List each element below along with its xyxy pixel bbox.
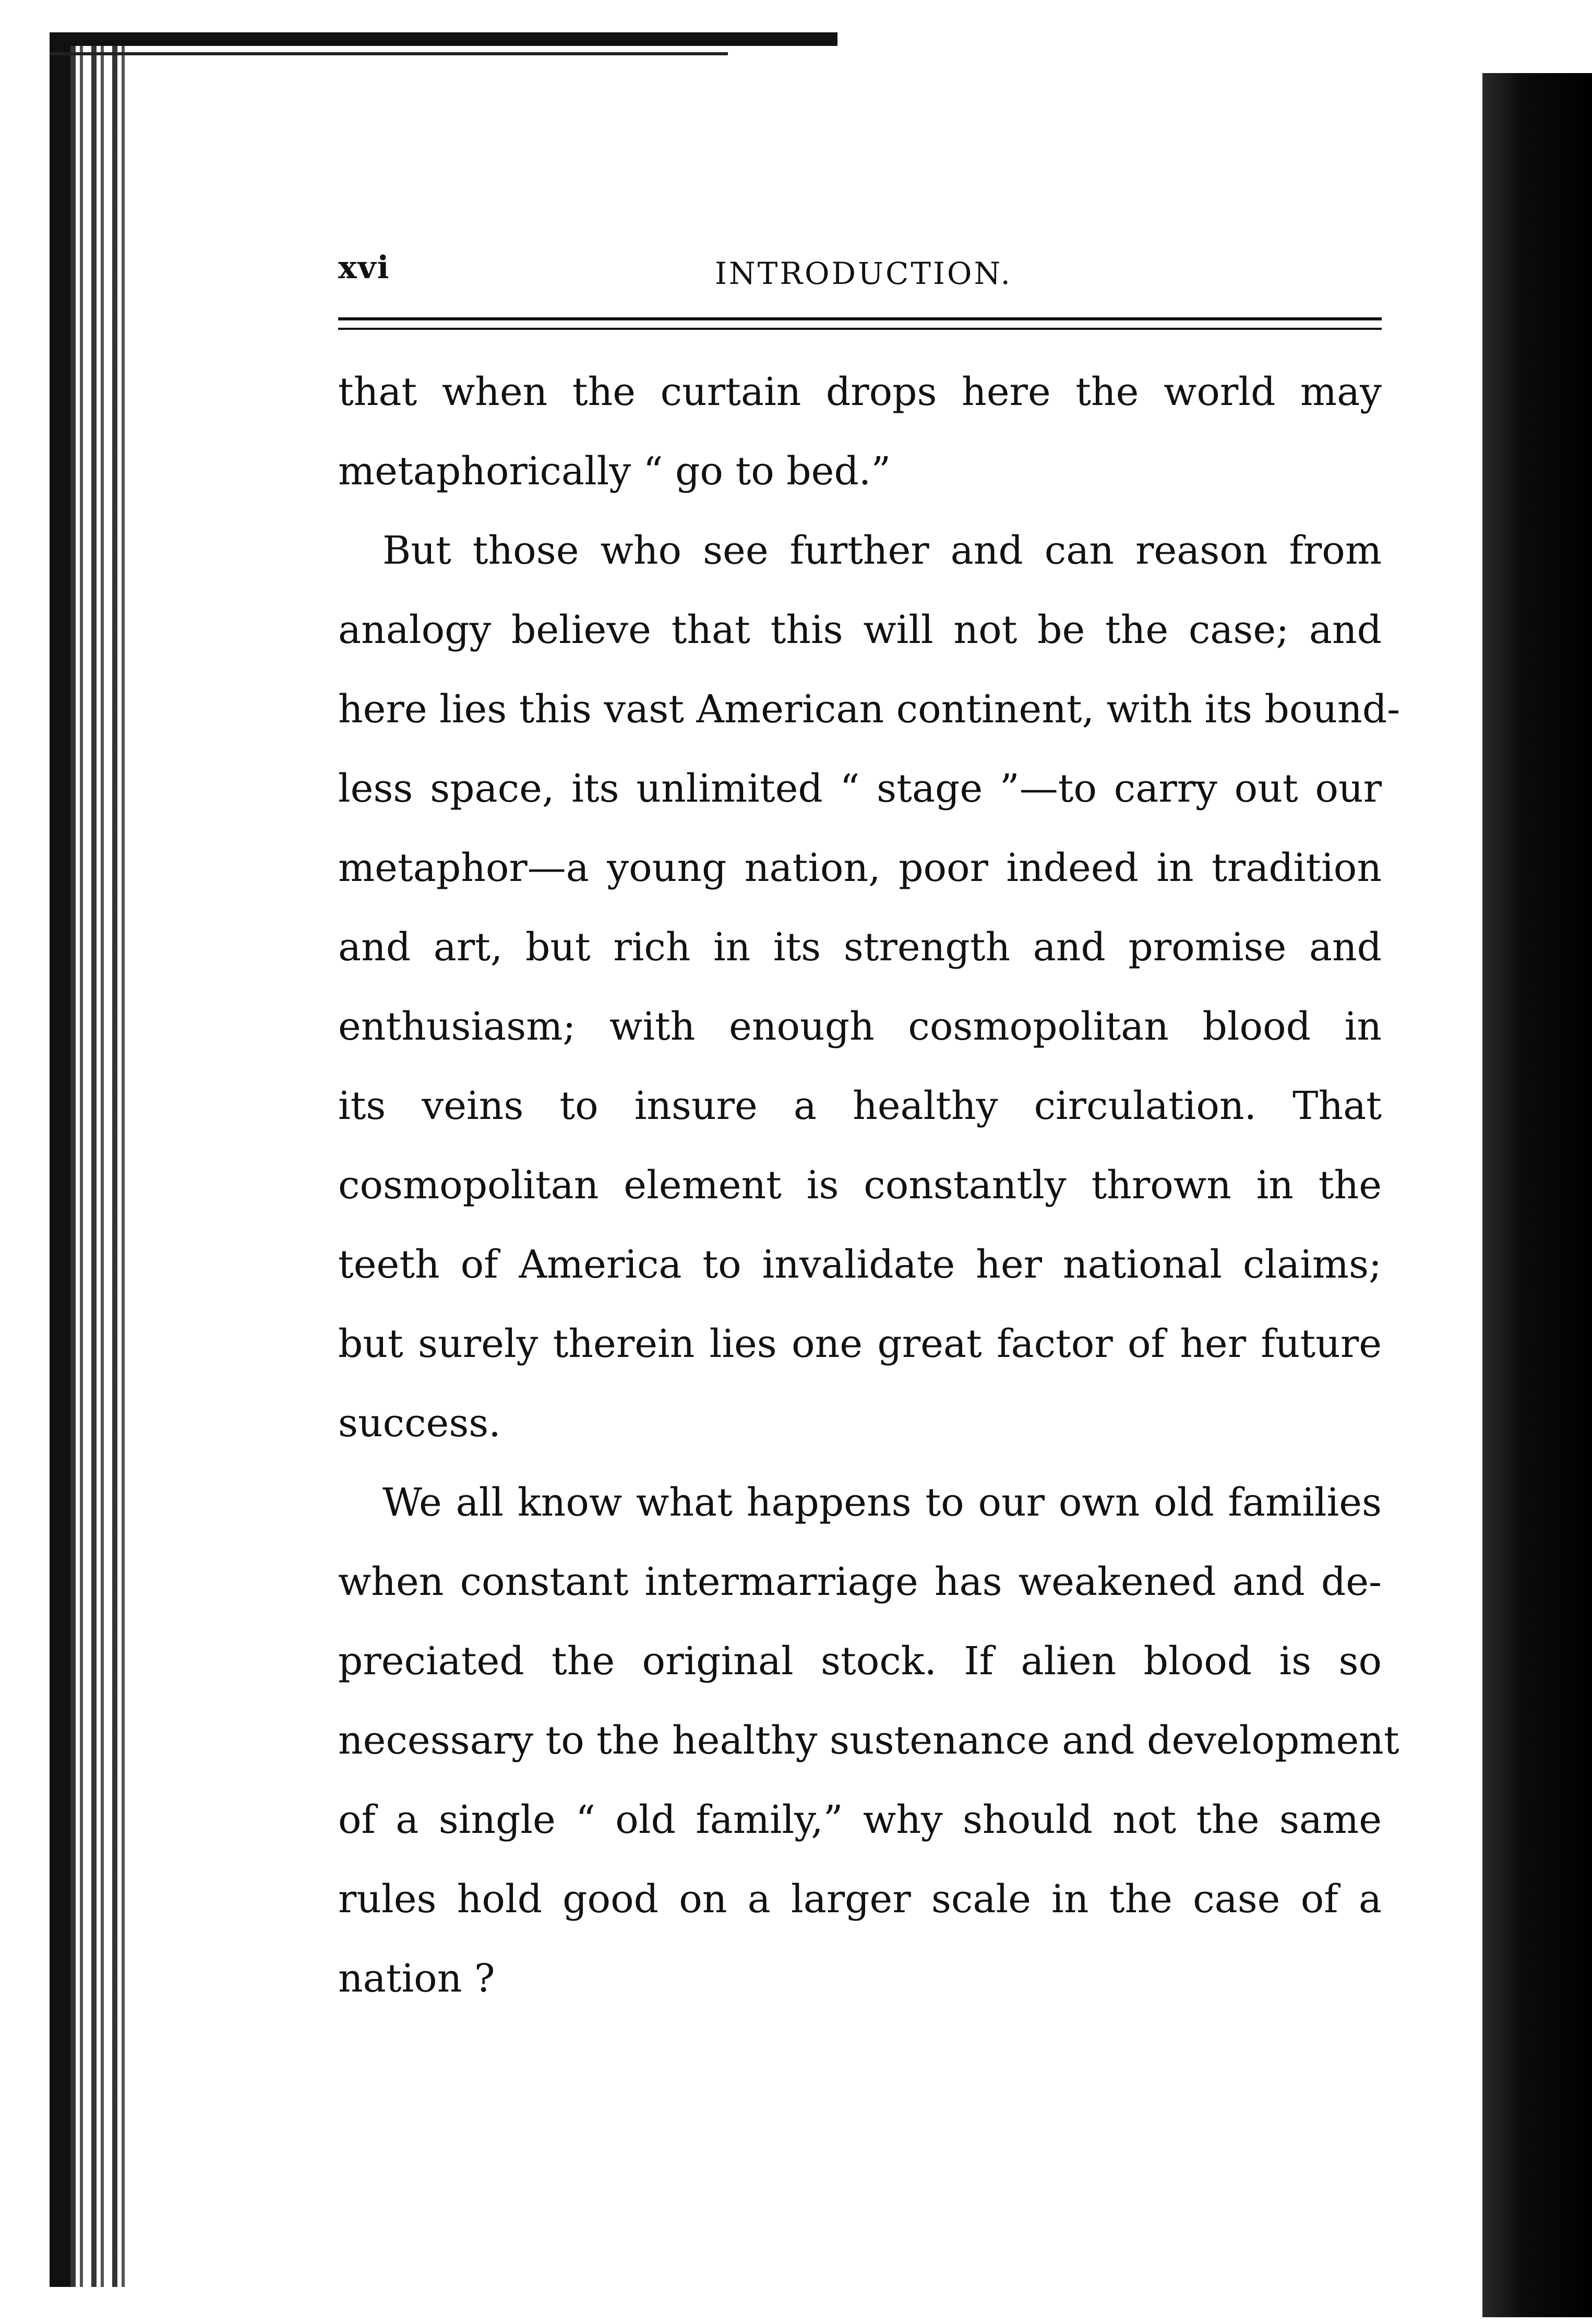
- text-line: analogy believe that this will not be the case; and: [338, 607, 1382, 652]
- text-line: preciated the original stock. If alien blood is so: [338, 1639, 1382, 1684]
- scan-top-rule-thin: [50, 52, 728, 55]
- paragraph-1: [338, 352, 1382, 511]
- text-line: enthusiasm; with enough cosmopolitan blood in: [338, 1004, 1382, 1049]
- text-line: of a single “ old family,” why should not the same: [338, 1797, 1382, 1842]
- scan-top-rule: [50, 32, 837, 46]
- page-number: xvi: [338, 249, 390, 286]
- text-line: but surely therein lies one great factor of her future: [338, 1321, 1382, 1366]
- header-rule-double: [338, 328, 1382, 330]
- text-line: nation ?: [338, 1956, 495, 2001]
- text-line: necessary to the healthy sustenance and development: [338, 1718, 1399, 1763]
- text-line: metaphor—a young nation, poor indeed in tradition: [338, 845, 1382, 890]
- text-line: We all know what happens to our own old families: [382, 1480, 1382, 1525]
- text-line: less space, its unlimited “ stage ”—to carry out our: [338, 766, 1382, 811]
- header-rule: [338, 317, 1382, 320]
- text-line: its veins to insure a healthy circulation. That: [338, 1083, 1382, 1128]
- text-line: and art, but rich in its strength and promise and: [338, 925, 1382, 970]
- running-title: INTRODUCTION.: [715, 256, 1012, 291]
- text-line: when constant intermarriage has weakened and de-: [338, 1559, 1382, 1604]
- text-line: teeth of America to invalidate her national claims;: [338, 1242, 1382, 1287]
- scan-right-edge: [1482, 73, 1592, 2317]
- paragraph-2: [338, 511, 1401, 1463]
- text-line: here lies this vast American continent, with its bound-: [338, 687, 1401, 732]
- text-line: that when the curtain drops here the world may: [338, 370, 1382, 414]
- text-line: metaphorically “ go to bed.”: [338, 449, 891, 494]
- text-line: rules hold good on a larger scale in the case of a: [338, 1877, 1382, 1922]
- text-line: success.: [338, 1401, 501, 1446]
- text-line: cosmopolitan element is constantly thrown in the: [338, 1163, 1382, 1208]
- paragraph-3: [338, 1463, 1399, 2018]
- text-block: [338, 352, 1401, 2018]
- scan-left-edge-solid: [50, 32, 70, 2287]
- text-line: But those who see further and can reason from: [382, 528, 1382, 573]
